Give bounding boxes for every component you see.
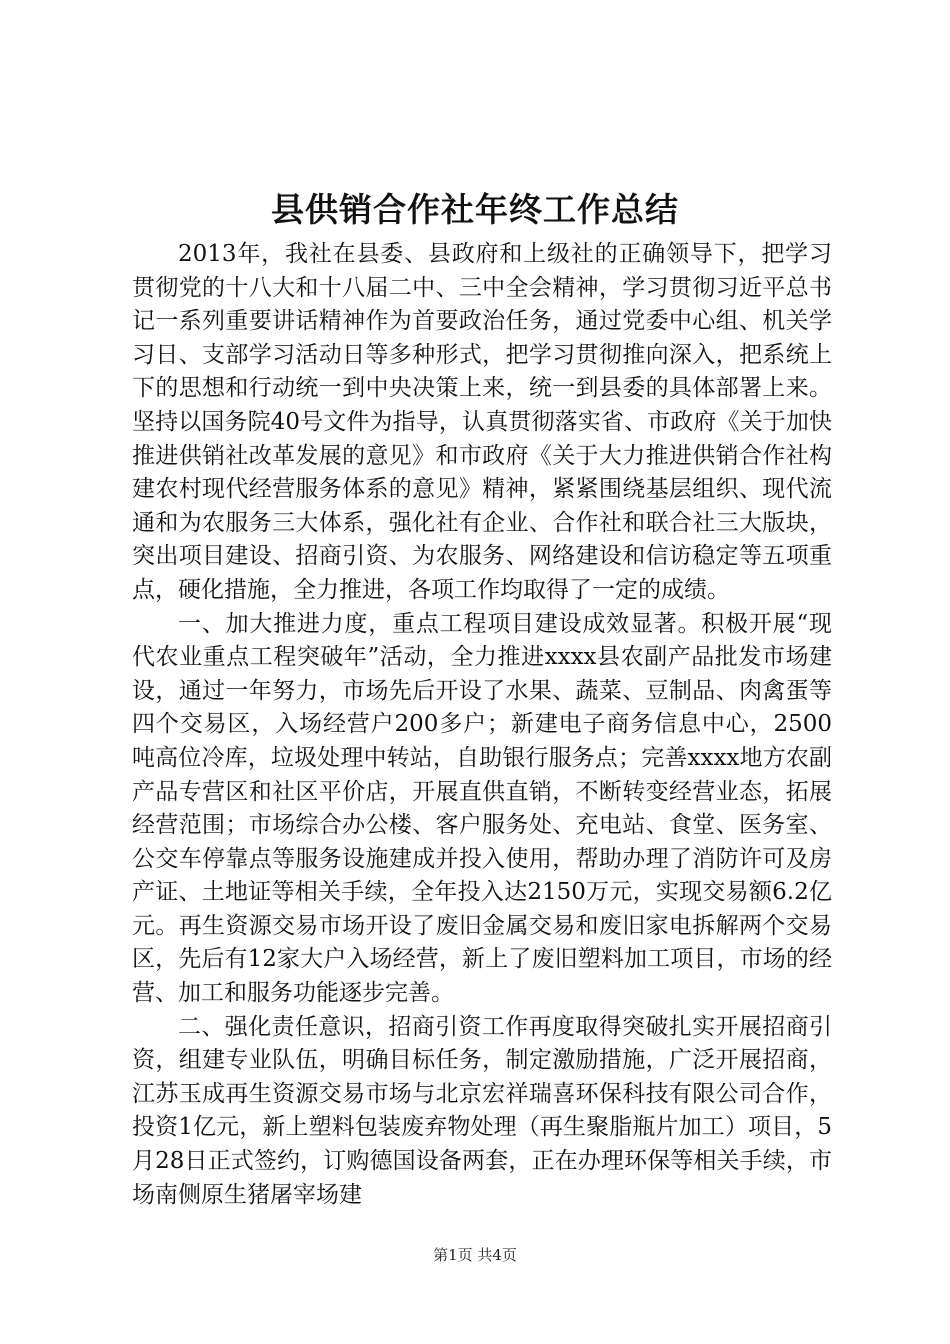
document-body [132, 238, 832, 1212]
document-title: 县供销合作社年终工作总结 [271, 190, 679, 229]
page-number-footer: 第1页 共4页 [433, 1246, 517, 1264]
paragraph-intro: 2013年，我社在县委、县政府和上级社的正确领导下，把学习贯彻党的十八大和十八届二中、三中全会精神，学习贯彻习近平总书记一系列重要讲话精神作为首要政治任务，通过党委中心组、机关学习日、支部学习活动日等多种形式，把学习贯彻推向深入，把系统上下的思想和行动统一到中央决策上来，统一到县委的具体部署上来。坚持以国务院40号文件为指导，认真贯彻落实省、市政府《关于加快推进供销社改革发展的意见》和市政府《关于大力推进供销合作社构建农村现代经营服务体系的意见》精神，紧紧围绕基层组织、现代流通和为农服务三大体系，强化社有企业、合作社和联合社三大版块，突出项目建设、招商引资、为农服务、网络建设和信访稳定等五项重点，硬化措施，全力推进，各项工作均取得了一定的成绩。 [132, 241, 832, 603]
paragraph-section-2: 二、强化责任意识，招商引资工作再度取得突破扎实开展招商引资，组建专业队伍，明确目标任务，制定激励措施，广泛开展招商，江苏玉成再生资源交易市场与北京宏祥瑞喜环保科技有限公司合作，投资1亿元，新上塑料包装废弃物处理（再生聚脂瓶片加工）项目，5月28日正式签约，订购德国设备两套，正在办理环保等相关手续，市场南侧原生猪屠宰场建 [132, 1013, 832, 1208]
paragraph-section-1: 一、加大推进力度，重点工程项目建设成效显著。积极开展“现代农业重点工程突破年”活动，全力推进xxxx县农副产品批发市场建设，通过一年努力，市场先后开设了水果、蔬菜、豆制品、肉禽蛋等四个交易区，入场经营户200多户；新建电子商务信息中心，2500吨高位冷库，垃圾处理中转站，自助银行服务点；完善xxxx地方农副产品专营区和社区平价店，开展直供直销，不断转变经营业态，拓展经营范围；市场综合办公楼、客户服务处、充电站、食堂、医务室、公交车停靠点等服务设施建成并投入使用，帮助办理了消防许可及房产证、土地证等相关手续，全年投入达2150万元，实现交易额6.2亿元。再生资源交易市场开设了废旧金属交易和废旧家电拆解两个交易区，先后有12家大户入场经营，新上了废旧塑料加工项目，市场的经营、加工和服务功能逐步完善。 [132, 610, 832, 1007]
